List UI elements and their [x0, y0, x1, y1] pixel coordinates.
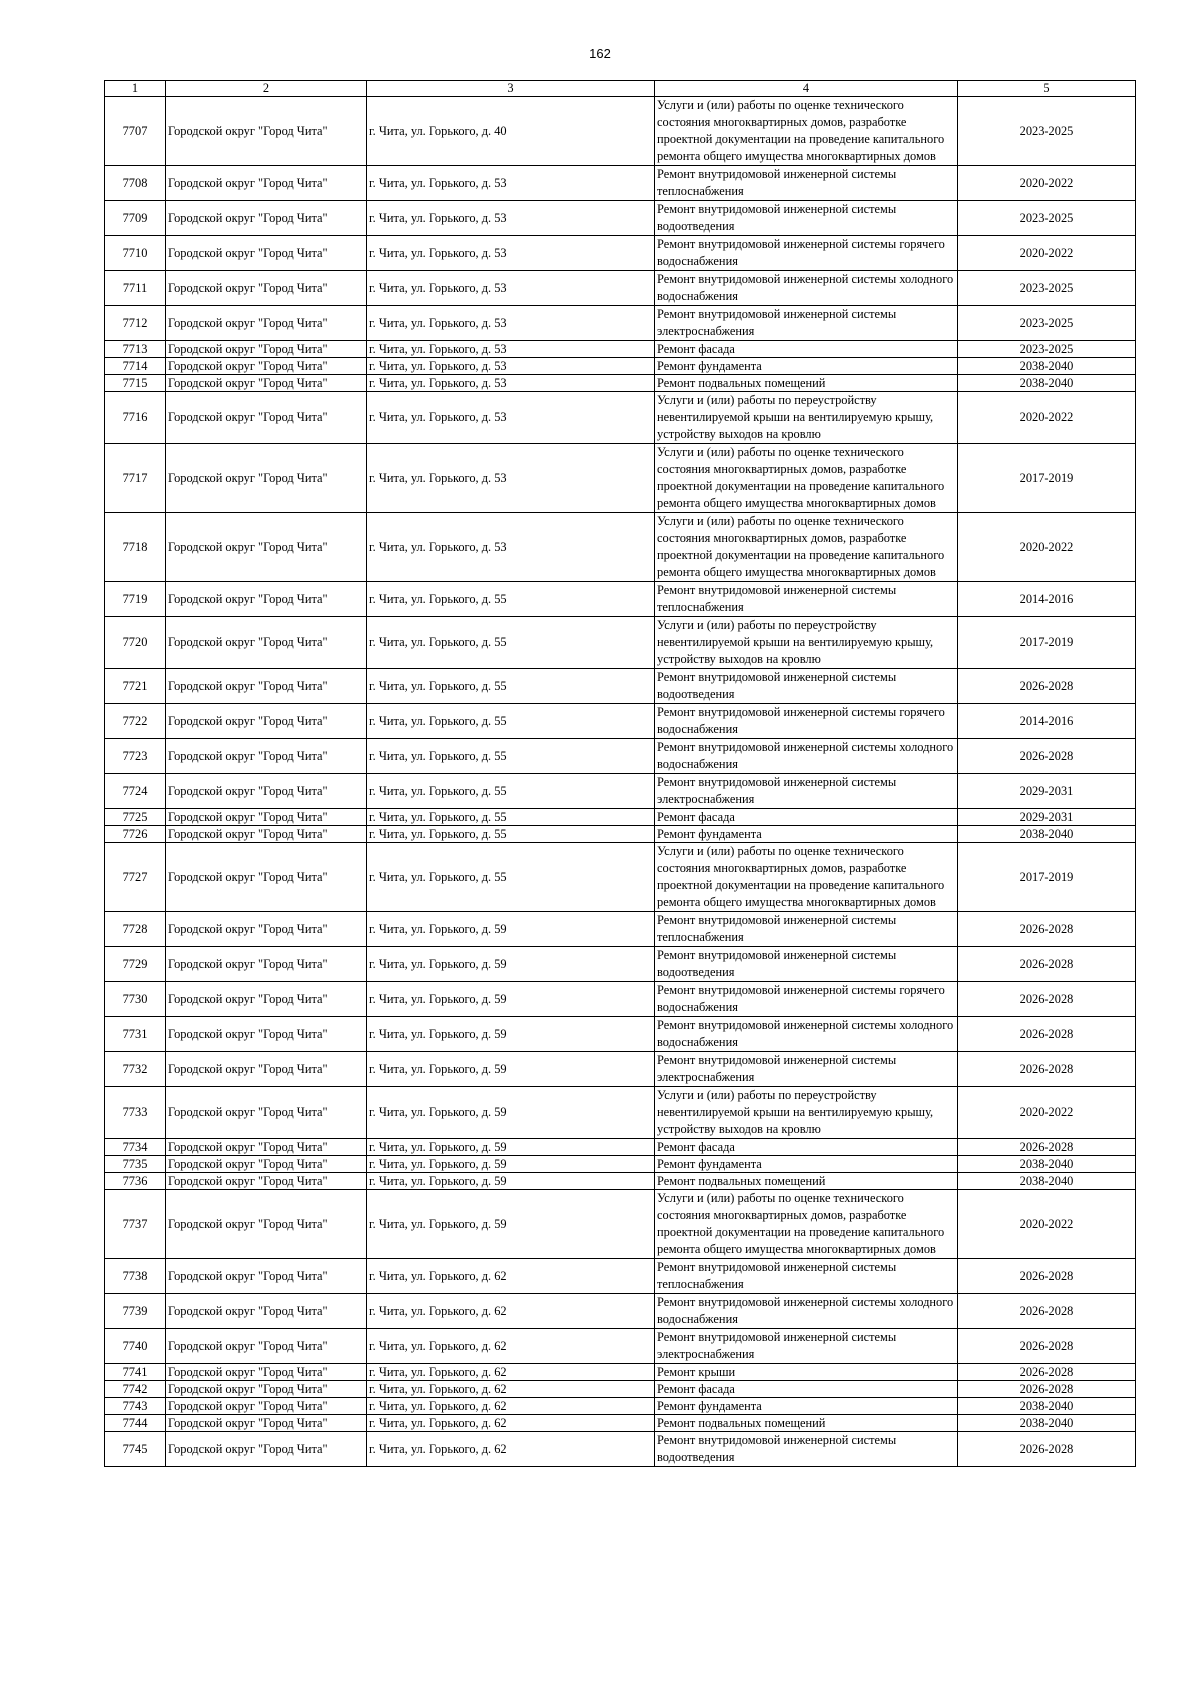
work-type-cell: Ремонт фасада	[655, 1381, 958, 1398]
municipality-cell: Городской округ "Город Чита"	[166, 1156, 367, 1173]
address-cell: г. Чита, ул. Горького, д. 53	[367, 341, 655, 358]
period-cell: 2026-2028	[958, 982, 1136, 1017]
address-cell: г. Чита, ул. Горького, д. 53	[367, 271, 655, 306]
table-row	[105, 809, 1136, 826]
municipality-cell: Городской округ "Город Чита"	[166, 166, 367, 201]
municipality-cell: Городской округ "Город Чита"	[166, 774, 367, 809]
municipality-cell: Городской округ "Город Чита"	[166, 1398, 367, 1415]
table-row	[105, 97, 1136, 166]
column-header: 4	[655, 81, 958, 97]
work-type-cell: Услуги и (или) работы по оценке технического состояния многоквартирных домов, разработке проектной документации на проведение капитального ремонта общего имущества многоквартирных домов	[655, 843, 958, 912]
table-row	[105, 982, 1136, 1017]
work-type-cell: Услуги и (или) работы по оценке технического состояния многоквартирных домов, разработке проектной документации на проведение капитального ремонта общего имущества многоквартирных домов	[655, 444, 958, 513]
row-number: 7730	[105, 982, 166, 1017]
municipality-cell: Городской округ "Город Чита"	[166, 704, 367, 739]
period-cell: 2023-2025	[958, 201, 1136, 236]
work-type-cell: Ремонт внутридомовой инженерной системы водоотведения	[655, 669, 958, 704]
period-cell: 2023-2025	[958, 271, 1136, 306]
period-cell: 2026-2028	[958, 1259, 1136, 1294]
address-cell: г. Чита, ул. Горького, д. 62	[367, 1381, 655, 1398]
address-cell: г. Чита, ул. Горького, д. 53	[367, 375, 655, 392]
table-row	[105, 1156, 1136, 1173]
row-number: 7710	[105, 236, 166, 271]
address-cell: г. Чита, ул. Горького, д. 55	[367, 739, 655, 774]
row-number: 7733	[105, 1087, 166, 1139]
municipality-cell: Городской округ "Город Чита"	[166, 1173, 367, 1190]
address-cell: г. Чита, ул. Горького, д. 55	[367, 669, 655, 704]
row-number: 7740	[105, 1329, 166, 1364]
work-type-cell: Ремонт внутридомовой инженерной системы холодного водоснабжения	[655, 739, 958, 774]
municipality-cell: Городской округ "Город Чита"	[166, 582, 367, 617]
table-row	[105, 774, 1136, 809]
capital-repair-table	[104, 80, 1136, 1467]
row-number: 7708	[105, 166, 166, 201]
row-number: 7721	[105, 669, 166, 704]
row-number: 7711	[105, 271, 166, 306]
row-number: 7716	[105, 392, 166, 444]
period-cell: 2017-2019	[958, 444, 1136, 513]
work-type-cell: Ремонт внутридомовой инженерной системы горячего водоснабжения	[655, 236, 958, 271]
address-cell: г. Чита, ул. Горького, д. 53	[367, 392, 655, 444]
address-cell: г. Чита, ул. Горького, д. 40	[367, 97, 655, 166]
row-number: 7739	[105, 1294, 166, 1329]
work-type-cell: Услуги и (или) работы по переустройству невентилируемой крыши на вентилируемую крышу, устройству выходов на кровлю	[655, 1087, 958, 1139]
municipality-cell: Городской округ "Город Чита"	[166, 739, 367, 774]
address-cell: г. Чита, ул. Горького, д. 62	[367, 1364, 655, 1381]
period-cell: 2017-2019	[958, 843, 1136, 912]
table-row	[105, 1398, 1136, 1415]
row-number: 7727	[105, 843, 166, 912]
work-type-cell: Ремонт внутридомовой инженерной системы электроснабжения	[655, 306, 958, 341]
work-type-cell: Ремонт подвальных помещений	[655, 375, 958, 392]
period-cell: 2026-2028	[958, 1329, 1136, 1364]
address-cell: г. Чита, ул. Горького, д. 59	[367, 1190, 655, 1259]
work-type-cell: Услуги и (или) работы по оценке технического состояния многоквартирных домов, разработке проектной документации на проведение капитального ремонта общего имущества многоквартирных домов	[655, 513, 958, 582]
table-row	[105, 306, 1136, 341]
municipality-cell: Городской округ "Город Чита"	[166, 809, 367, 826]
row-number: 7717	[105, 444, 166, 513]
municipality-cell: Городской округ "Город Чита"	[166, 444, 367, 513]
period-cell: 2026-2028	[958, 669, 1136, 704]
table-row	[105, 617, 1136, 669]
table-row	[105, 236, 1136, 271]
address-cell: г. Чита, ул. Горького, д. 53	[367, 166, 655, 201]
period-cell: 2026-2028	[958, 1432, 1136, 1467]
period-cell: 2038-2040	[958, 1173, 1136, 1190]
work-type-cell: Ремонт крыши	[655, 1364, 958, 1381]
address-cell: г. Чита, ул. Горького, д. 59	[367, 1017, 655, 1052]
period-cell: 2014-2016	[958, 582, 1136, 617]
municipality-cell: Городской округ "Город Чита"	[166, 669, 367, 704]
period-cell: 2023-2025	[958, 306, 1136, 341]
column-number-row	[105, 81, 1136, 97]
work-type-cell: Ремонт подвальных помещений	[655, 1173, 958, 1190]
municipality-cell: Городской округ "Город Чита"	[166, 947, 367, 982]
period-cell: 2020-2022	[958, 1087, 1136, 1139]
row-number: 7738	[105, 1259, 166, 1294]
page-number: 162	[589, 46, 611, 61]
period-cell: 2026-2028	[958, 1052, 1136, 1087]
row-number: 7731	[105, 1017, 166, 1052]
work-type-cell: Услуги и (или) работы по оценке технического состояния многоквартирных домов, разработке проектной документации на проведение капитального ремонта общего имущества многоквартирных домов	[655, 97, 958, 166]
municipality-cell: Городской округ "Город Чита"	[166, 1087, 367, 1139]
municipality-cell: Городской округ "Город Чита"	[166, 341, 367, 358]
table-row	[105, 1259, 1136, 1294]
municipality-cell: Городской округ "Город Чита"	[166, 912, 367, 947]
municipality-cell: Городской округ "Город Чита"	[166, 97, 367, 166]
municipality-cell: Городской округ "Город Чита"	[166, 358, 367, 375]
municipality-cell: Городской округ "Город Чита"	[166, 236, 367, 271]
table-row	[105, 513, 1136, 582]
work-type-cell: Ремонт фасада	[655, 341, 958, 358]
municipality-cell: Городской округ "Город Чита"	[166, 1017, 367, 1052]
work-type-cell: Услуги и (или) работы по оценке технического состояния многоквартирных домов, разработке проектной документации на проведение капитального ремонта общего имущества многоквартирных домов	[655, 1190, 958, 1259]
period-cell: 2023-2025	[958, 97, 1136, 166]
table-row	[105, 1139, 1136, 1156]
column-header: 5	[958, 81, 1136, 97]
work-type-cell: Ремонт внутридомовой инженерной системы электроснабжения	[655, 774, 958, 809]
work-type-cell: Ремонт внутридомовой инженерной системы электроснабжения	[655, 1329, 958, 1364]
row-number: 7724	[105, 774, 166, 809]
address-cell: г. Чита, ул. Горького, д. 53	[367, 513, 655, 582]
row-number: 7709	[105, 201, 166, 236]
period-cell: 2026-2028	[958, 1017, 1136, 1052]
address-cell: г. Чита, ул. Горького, д. 62	[367, 1398, 655, 1415]
table-row	[105, 444, 1136, 513]
address-cell: г. Чита, ул. Горького, д. 55	[367, 774, 655, 809]
work-type-cell: Услуги и (или) работы по переустройству невентилируемой крыши на вентилируемую крышу, устройству выходов на кровлю	[655, 392, 958, 444]
period-cell: 2038-2040	[958, 1415, 1136, 1432]
municipality-cell: Городской округ "Город Чита"	[166, 375, 367, 392]
table-row	[105, 582, 1136, 617]
period-cell: 2038-2040	[958, 1398, 1136, 1415]
address-cell: г. Чита, ул. Горького, д. 59	[367, 982, 655, 1017]
period-cell: 2020-2022	[958, 1190, 1136, 1259]
row-number: 7722	[105, 704, 166, 739]
work-type-cell: Ремонт внутридомовой инженерной системы водоотведения	[655, 947, 958, 982]
address-cell: г. Чита, ул. Горького, д. 62	[367, 1432, 655, 1467]
work-type-cell: Ремонт внутридомовой инженерной системы теплоснабжения	[655, 166, 958, 201]
period-cell: 2017-2019	[958, 617, 1136, 669]
row-number: 7745	[105, 1432, 166, 1467]
period-cell: 2026-2028	[958, 1364, 1136, 1381]
municipality-cell: Городской округ "Город Чита"	[166, 1190, 367, 1259]
row-number: 7732	[105, 1052, 166, 1087]
address-cell: г. Чита, ул. Горького, д. 59	[367, 947, 655, 982]
municipality-cell: Городской округ "Город Чита"	[166, 271, 367, 306]
address-cell: г. Чита, ул. Горького, д. 59	[367, 1052, 655, 1087]
period-cell: 2020-2022	[958, 513, 1136, 582]
address-cell: г. Чита, ул. Горького, д. 59	[367, 1087, 655, 1139]
table-row	[105, 1329, 1136, 1364]
address-cell: г. Чита, ул. Горького, д. 59	[367, 1173, 655, 1190]
table-row	[105, 1052, 1136, 1087]
period-cell: 2038-2040	[958, 1156, 1136, 1173]
column-header: 2	[166, 81, 367, 97]
row-number: 7718	[105, 513, 166, 582]
municipality-cell: Городской округ "Город Чита"	[166, 306, 367, 341]
period-cell: 2026-2028	[958, 1294, 1136, 1329]
table-row	[105, 166, 1136, 201]
municipality-cell: Городской округ "Город Чита"	[166, 1364, 367, 1381]
row-number: 7725	[105, 809, 166, 826]
period-cell: 2038-2040	[958, 358, 1136, 375]
period-cell: 2020-2022	[958, 166, 1136, 201]
work-type-cell: Ремонт внутридомовой инженерной системы теплоснабжения	[655, 582, 958, 617]
work-type-cell: Ремонт фундамента	[655, 358, 958, 375]
table-row	[105, 1087, 1136, 1139]
row-number: 7720	[105, 617, 166, 669]
table-row	[105, 947, 1136, 982]
address-cell: г. Чита, ул. Горького, д. 55	[367, 704, 655, 739]
period-cell: 2026-2028	[958, 947, 1136, 982]
municipality-cell: Городской округ "Город Чита"	[166, 1432, 367, 1467]
table-row	[105, 201, 1136, 236]
work-type-cell: Ремонт фундамента	[655, 1156, 958, 1173]
municipality-cell: Городской округ "Город Чита"	[166, 1415, 367, 1432]
row-number: 7742	[105, 1381, 166, 1398]
table-row	[105, 826, 1136, 843]
row-number: 7734	[105, 1139, 166, 1156]
row-number: 7741	[105, 1364, 166, 1381]
work-type-cell: Ремонт внутридомовой инженерной системы холодного водоснабжения	[655, 1017, 958, 1052]
table-row	[105, 912, 1136, 947]
row-number: 7726	[105, 826, 166, 843]
table-row	[105, 843, 1136, 912]
work-type-cell: Ремонт фундамента	[655, 1398, 958, 1415]
municipality-cell: Городской округ "Город Чита"	[166, 1294, 367, 1329]
row-number: 7728	[105, 912, 166, 947]
row-number: 7743	[105, 1398, 166, 1415]
table-row	[105, 1294, 1136, 1329]
municipality-cell: Городской округ "Город Чита"	[166, 513, 367, 582]
municipality-cell: Городской округ "Город Чита"	[166, 982, 367, 1017]
address-cell: г. Чита, ул. Горького, д. 53	[367, 306, 655, 341]
table-row	[105, 669, 1136, 704]
address-cell: г. Чита, ул. Горького, д. 53	[367, 444, 655, 513]
work-type-cell: Ремонт внутридомовой инженерной системы горячего водоснабжения	[655, 704, 958, 739]
address-cell: г. Чита, ул. Горького, д. 55	[367, 617, 655, 669]
address-cell: г. Чита, ул. Горького, д. 55	[367, 809, 655, 826]
table-row	[105, 392, 1136, 444]
work-type-cell: Ремонт внутридомовой инженерной системы горячего водоснабжения	[655, 982, 958, 1017]
municipality-cell: Городской округ "Город Чита"	[166, 1329, 367, 1364]
period-cell: 2023-2025	[958, 341, 1136, 358]
address-cell: г. Чита, ул. Горького, д. 53	[367, 201, 655, 236]
address-cell: г. Чита, ул. Горького, д. 62	[367, 1294, 655, 1329]
period-cell: 2029-2031	[958, 809, 1136, 826]
work-type-cell: Ремонт подвальных помещений	[655, 1415, 958, 1432]
table-row	[105, 1017, 1136, 1052]
municipality-cell: Городской округ "Город Чита"	[166, 826, 367, 843]
period-cell: 2026-2028	[958, 1381, 1136, 1398]
table-row	[105, 1432, 1136, 1467]
municipality-cell: Городской округ "Город Чита"	[166, 392, 367, 444]
table-row	[105, 1173, 1136, 1190]
address-cell: г. Чита, ул. Горького, д. 53	[367, 358, 655, 375]
work-type-cell: Ремонт фасада	[655, 809, 958, 826]
period-cell: 2020-2022	[958, 236, 1136, 271]
row-number: 7737	[105, 1190, 166, 1259]
table-row	[105, 358, 1136, 375]
table-row	[105, 704, 1136, 739]
municipality-cell: Городской округ "Город Чита"	[166, 1052, 367, 1087]
table-row	[105, 739, 1136, 774]
work-type-cell: Ремонт внутридомовой инженерной системы водоотведения	[655, 1432, 958, 1467]
table-row	[105, 271, 1136, 306]
address-cell: г. Чита, ул. Горького, д. 59	[367, 1139, 655, 1156]
work-type-cell: Услуги и (или) работы по переустройству невентилируемой крыши на вентилируемую крышу, устройству выходов на кровлю	[655, 617, 958, 669]
address-cell: г. Чита, ул. Горького, д. 62	[367, 1329, 655, 1364]
municipality-cell: Городской округ "Город Чита"	[166, 201, 367, 236]
period-cell: 2026-2028	[958, 912, 1136, 947]
municipality-cell: Городской округ "Город Чита"	[166, 617, 367, 669]
municipality-cell: Городской округ "Город Чита"	[166, 1381, 367, 1398]
municipality-cell: Городской округ "Город Чита"	[166, 1259, 367, 1294]
work-type-cell: Ремонт внутридомовой инженерной системы водоотведения	[655, 201, 958, 236]
row-number: 7735	[105, 1156, 166, 1173]
row-number: 7713	[105, 341, 166, 358]
address-cell: г. Чита, ул. Горького, д. 62	[367, 1415, 655, 1432]
row-number: 7744	[105, 1415, 166, 1432]
table-row	[105, 1190, 1136, 1259]
period-cell: 2026-2028	[958, 1139, 1136, 1156]
address-cell: г. Чита, ул. Горького, д. 59	[367, 912, 655, 947]
work-type-cell: Ремонт внутридомовой инженерной системы теплоснабжения	[655, 1259, 958, 1294]
work-type-cell: Ремонт внутридомовой инженерной системы электроснабжения	[655, 1052, 958, 1087]
period-cell: 2029-2031	[958, 774, 1136, 809]
column-header: 1	[105, 81, 166, 97]
row-number: 7723	[105, 739, 166, 774]
period-cell: 2038-2040	[958, 826, 1136, 843]
work-type-cell: Ремонт внутридомовой инженерной системы холодного водоснабжения	[655, 271, 958, 306]
period-cell: 2038-2040	[958, 375, 1136, 392]
row-number: 7714	[105, 358, 166, 375]
table-body	[105, 81, 1136, 1467]
period-cell: 2014-2016	[958, 704, 1136, 739]
row-number: 7707	[105, 97, 166, 166]
address-cell: г. Чита, ул. Горького, д. 53	[367, 236, 655, 271]
table-row	[105, 375, 1136, 392]
municipality-cell: Городской округ "Город Чита"	[166, 843, 367, 912]
address-cell: г. Чита, ул. Горького, д. 59	[367, 1156, 655, 1173]
table-row	[105, 1415, 1136, 1432]
row-number: 7715	[105, 375, 166, 392]
address-cell: г. Чита, ул. Горького, д. 55	[367, 843, 655, 912]
table-row	[105, 341, 1136, 358]
address-cell: г. Чита, ул. Горького, д. 55	[367, 582, 655, 617]
row-number: 7712	[105, 306, 166, 341]
period-cell: 2020-2022	[958, 392, 1136, 444]
column-header: 3	[367, 81, 655, 97]
table-row	[105, 1381, 1136, 1398]
work-type-cell: Ремонт фасада	[655, 1139, 958, 1156]
address-cell: г. Чита, ул. Горького, д. 62	[367, 1259, 655, 1294]
municipality-cell: Городской округ "Город Чита"	[166, 1139, 367, 1156]
work-type-cell: Ремонт внутридомовой инженерной системы холодного водоснабжения	[655, 1294, 958, 1329]
table-row	[105, 1364, 1136, 1381]
address-cell: г. Чита, ул. Горького, д. 55	[367, 826, 655, 843]
row-number: 7729	[105, 947, 166, 982]
work-type-cell: Ремонт фундамента	[655, 826, 958, 843]
work-type-cell: Ремонт внутридомовой инженерной системы теплоснабжения	[655, 912, 958, 947]
period-cell: 2026-2028	[958, 739, 1136, 774]
row-number: 7719	[105, 582, 166, 617]
row-number: 7736	[105, 1173, 166, 1190]
